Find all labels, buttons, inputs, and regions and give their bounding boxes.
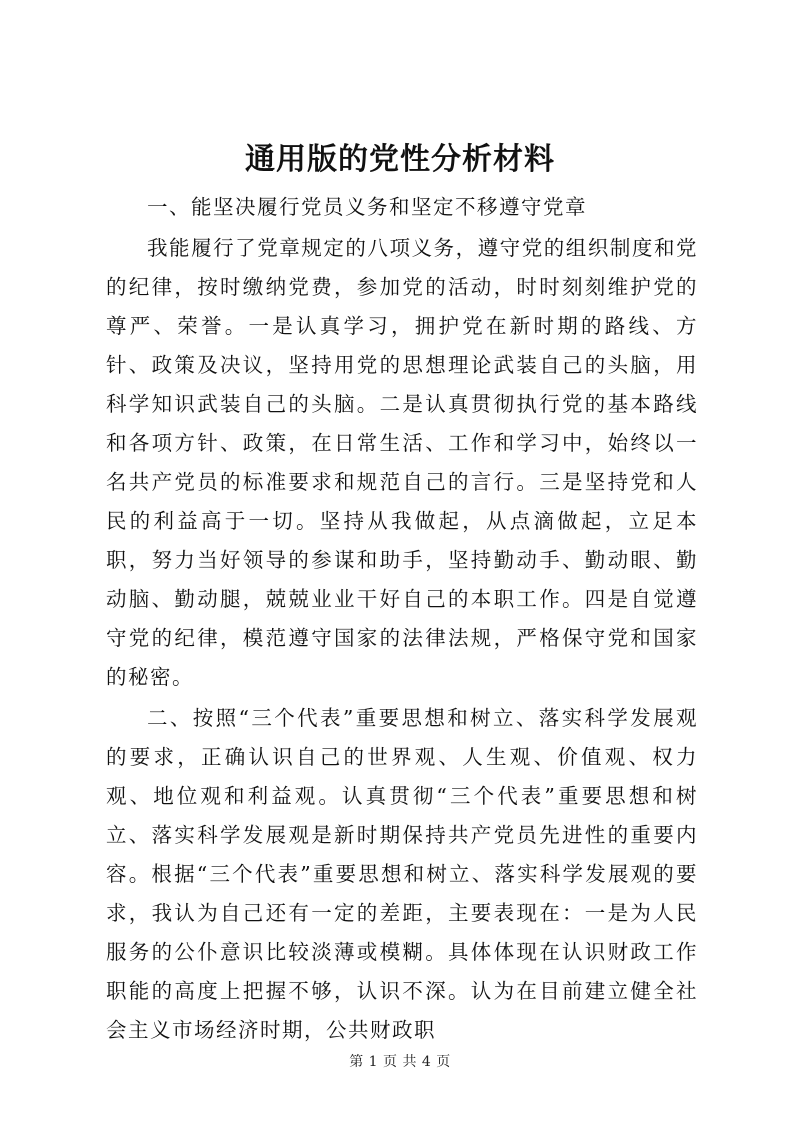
section-2-paragraph: 二、按照“三个代表”重要思想和树立、落实科学发展观的要求，正确认识自己的世界观、人生观、价值观、权力观、地位观和利益观。认真贯彻“三个代表”重要思想和树立、落实科学发展观是新时期保持共产党员先进性的重要内容。根据“三个代表”重要思想和树立、落实科学发展观的要求，我认为自己还有一定的差距，主要表现在：一是为人民服务的公仆意识比较淡薄或模糊。具体体现在认识财政工作职能的高度上把握不够，认识不深。认为在目前建立健全社会主义市场经济时期，公共财政职	[106, 706, 698, 1042]
page-footer: 第 1 页 共 4 页	[349, 1054, 451, 1070]
document-body	[106, 188, 698, 1050]
section-1-paragraph: 我能履行了党章规定的八项义务，遵守党的组织制度和党的纪律，按时缴纳党费，参加党的活动，时时刻刻维护党的尊严、荣誉。一是认真学习，拥护党在新时期的路线、方针、政策及决议，坚持用党的思想理论武装自己的头脑，用科学知识武装自己的头脑。二是认真贯彻执行党的基本路线和各项方针、政策，在日常生活、工作和学习中，始终以一名共产党员的标准要求和规范自己的言行。三是坚持党和人民的利益高于一切。坚持从我做起，从点滴做起，立足本职，努力当好领导的参谋和助手，坚持勤动手、勤动眼、勤动脑、勤动腿，兢兢业业干好自己的本职工作。四是自觉遵守党的纪律，模范遵守国家的法律法规，严格保守党和国家的秘密。	[106, 236, 698, 689]
document-title: 通用版的党性分析材料	[245, 142, 555, 177]
section-1-heading: 一、能坚决履行党员义务和坚定不移遵守党章	[147, 195, 587, 219]
